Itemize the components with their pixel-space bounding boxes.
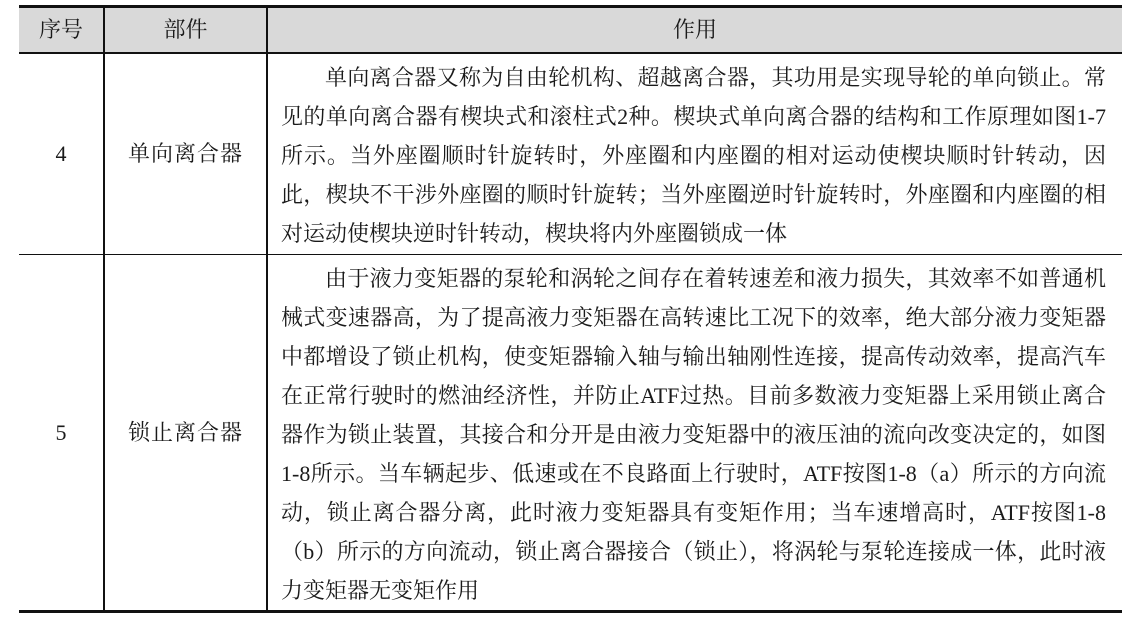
table-row-lockup-clutch bbox=[19, 255, 1122, 612]
role-cell bbox=[267, 53, 1122, 255]
parts-table bbox=[19, 5, 1122, 613]
table-header-row bbox=[19, 7, 1122, 53]
column-header-part: 部件 bbox=[104, 7, 267, 53]
column-header-role: 作用 bbox=[267, 7, 1122, 53]
role-paragraph: 由于液力变矩器的泵轮和涡轮之间存在着转速差和液力损失，其效率不如普通机械式变速器高，为了提高液力变矩器在高转速比工况下的效率，绝大部分液力变矩器中都增设了锁止机构，使变矩器输入轴与输出轴刚性连接，提高传动效率，提高汽车在正常行驶时的燃油经济性，并防止ATF过热。目前多数液力变矩器上采用锁止离合器作为锁止装置，其接合和分开是由液力变矩器中的液压油的流向改变决定的，如图1-8所示。当车辆起步、低速或在不良路面上行驶时，ATF按图1-8（a）所示的方向流动，锁止离合器分离，此时液力变矩器具有变矩作用；当车速增高时，ATF按图1-8（b）所示的方向流动，锁止离合器接合（锁止），将涡轮与泵轮连接成一体，此时液力变矩器无变矩作用 bbox=[281, 266, 1106, 603]
serial-cell: 4 bbox=[19, 53, 104, 255]
role-cell bbox=[267, 255, 1122, 612]
serial-cell: 5 bbox=[19, 255, 104, 612]
part-name-cell: 单向离合器 bbox=[104, 53, 267, 255]
column-header-serial: 序号 bbox=[19, 7, 104, 53]
role-paragraph: 单向离合器又称为自由轮机构、超越离合器，其功用是实现导轮的单向锁止。常见的单向离合器有楔块式和滚柱式2种。楔块式单向离合器的结构和工作原理如图1-7所示。当外座圈顺时针旋转时，外座圈和内座圈的相对运动使楔块顺时针转动，因此，楔块不干涉外座圈的顺时针旋转；当外座圈逆时针旋转时，外座圈和内座圈的相对运动使楔块逆时针转动，楔块将内外座圈锁成一体 bbox=[281, 64, 1106, 246]
table-row-one-way-clutch bbox=[19, 53, 1122, 255]
part-name-cell: 锁止离合器 bbox=[104, 255, 267, 612]
